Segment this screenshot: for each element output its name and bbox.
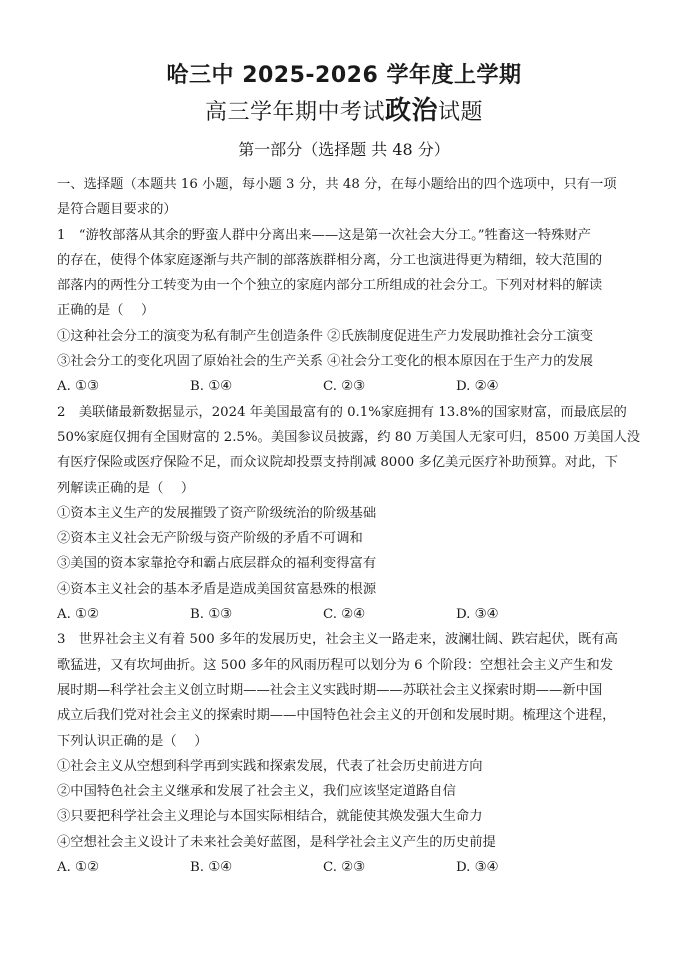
exam-title: 哈三中 2025-2026 学年度上学期 [166, 63, 522, 88]
option-b: B. ①④ [190, 379, 233, 395]
option-d: D. ②④ [456, 379, 499, 395]
question-1 [57, 223, 647, 400]
answer-options [57, 602, 647, 627]
question-stem-line: 列解读正确的是（ ） [57, 480, 195, 496]
question-stem-line: 2 美联储最新数据显示，2024 年美国最富有的 0.1%家庭拥有 13.8%的国家财富，而最底层的 [57, 404, 627, 420]
question-stem-line: 部落内的两性分工转变为由一个个独立的家庭内部分工所组成的社会分工。下列对材料的解读 [57, 278, 603, 294]
question-stem-line: 成立后我们党对社会主义的探索时期——中国特色社会主义的开创和发展时期。梳理这个进程， [57, 708, 616, 724]
option-b: B. ①④ [190, 860, 233, 876]
option-c: C. ②③ [323, 379, 365, 395]
question-stem-line: 3 世界社会主义有着 500 多年的发展历史，社会主义一路走来，波澜壮阔、跌宕起伏，既有高 [57, 632, 618, 648]
question-stem-line: 50%家庭仅拥有全国财富的 2.5%。美国参议员披露，约 80 万美国人无家可归，8500 万美国人没 [57, 429, 641, 445]
statement-line: ④资本主义社会的基本矛盾是造成美国贫富悬殊的根源 [57, 581, 377, 597]
answer-options [57, 855, 647, 880]
option-a: A. ①② [57, 607, 99, 623]
exam-subtitle-suffix: 试题 [438, 100, 484, 125]
section-intro-line: 一、选择题（本题共 16 小题，每小题 3 分，共 48 分，在每小题给出的四个选项中，只有一项 [57, 177, 617, 192]
statement-line: ④空想社会主义设计了未来社会美好蓝图，是科学社会主义产生的历史前提 [57, 834, 496, 850]
statement-line: ②资本主义社会无产阶级与资产阶级的矛盾不可调和 [57, 531, 363, 547]
question-3 [57, 627, 647, 880]
statement-line: ①这种社会分工的演变为私有制产生创造条件 ②氏族制度促进生产力发展助推社会分工演变 [57, 328, 594, 344]
exam-subject: 政治 [384, 96, 438, 126]
statement-line: ①社会主义从空想到科学再到实践和探索发展，代表了社会历史前进方向 [57, 758, 483, 774]
question-stem-line: 歌猛进，又有坎坷曲折。这 500 多年的风雨历程可以划分为 6 个阶段：空想社会主义产生和发 [57, 657, 614, 673]
section-intro-line: 是符合题目要求的） [57, 202, 177, 218]
part-title: 第一部分（选择题 共 48 分） [238, 140, 450, 159]
answer-options [57, 374, 647, 399]
question-stem-line: 正确的是（ ） [57, 303, 155, 319]
option-d: D. ③④ [456, 607, 499, 623]
statement-line: ③美国的资本家靠抢夺和霸占底层群众的福利变得富有 [57, 556, 377, 572]
statement-line: ③社会分工的变化巩固了原始社会的生产关系 ④社会分工变化的根本原因在于生产力的发展 [57, 354, 594, 370]
question-stem-line: 1 “游牧部落从其余的野蛮人群中分离出来——这是第一次社会大分工。”牲畜这一特殊财产 [57, 227, 591, 243]
exam-subtitle-prefix: 高三学年期中考试 [204, 100, 385, 125]
option-c: C. ②③ [323, 860, 365, 876]
question-2 [57, 400, 647, 628]
question-stem-line: 有医疗保险或医疗保险不足，而众议院却投票支持削减 8000 多亿美元医疗补助预算。对此，下 [57, 455, 618, 471]
exam-content [57, 172, 647, 880]
statement-line: ③只要把科学社会主义理论与本国实际相结合，就能使其焕发强大生命力 [57, 809, 483, 825]
option-b: B. ①③ [190, 607, 233, 623]
statement-line: ②中国特色社会主义继承和发展了社会主义，我们应该坚定道路自信 [57, 784, 456, 800]
option-a: A. ①② [57, 860, 99, 876]
exam-subtitle [0, 90, 688, 127]
question-stem-line: 展时期—科学社会主义创立时期——社会主义实践时期——苏联社会主义探索时期——新中国 [57, 682, 603, 698]
question-stem-line: 下列认识正确的是（ ） [57, 733, 208, 749]
question-stem-line: 的存在，使得个体家庭逐渐与共产制的部落族群相分离，分工也演进得更为精细，较大范围的 [57, 252, 603, 268]
option-c: C. ②④ [323, 607, 365, 623]
option-d: D. ③④ [456, 860, 499, 876]
option-a: A. ①③ [57, 379, 99, 395]
statement-line: ①资本主义生产的发展摧毁了资产阶级统治的阶级基础 [57, 505, 377, 521]
